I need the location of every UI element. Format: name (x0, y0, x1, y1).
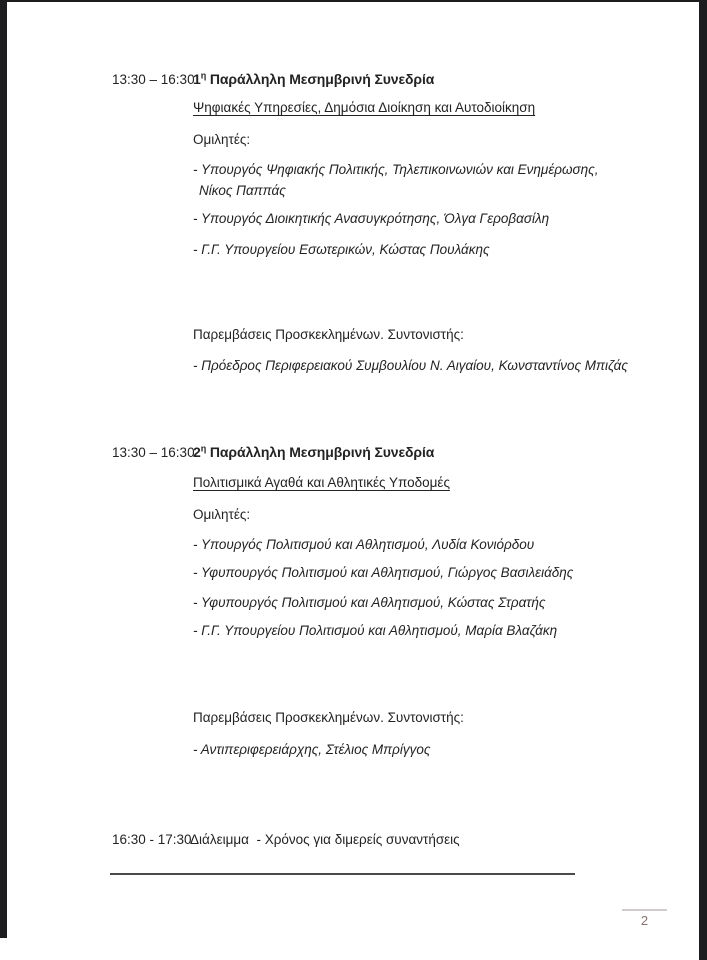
footer-rule (622, 909, 667, 911)
session-1-topic: Ψηφιακές Υπηρεσίες, Δημόσια Διοίκηση και Αυτοδιοίκηση (193, 100, 536, 115)
session-2-interventions-label: Παρεμβάσεις Προσκεκλημένων. Συντονιστής: (193, 710, 464, 725)
session-2-title-number: 2 (193, 444, 201, 460)
session-2-speakers-label: Ομιλητές: (193, 507, 251, 522)
session-2-title-text: Παράλληλη Μεσημβρινή Συνεδρία (209, 444, 435, 460)
scan-edge-top (0, 0, 707, 2)
break-label: Διάλειμμα - Χρόνος για διμερείς συναντήσεις (190, 832, 460, 847)
break-time: 16:30 - 17:30 (112, 832, 192, 847)
session-2-time: 13:30 – 16:30 (112, 445, 195, 460)
page-number: 2 (640, 913, 649, 928)
speaker-line: - Υφυπουργός Πολιτισμού και Αθλητισμού, Γιώργος Βασιλειάδης (193, 565, 574, 580)
scan-edge-right (699, 0, 707, 960)
session-2-topic: Πολιτισμικά Αγαθά και Αθλητικές Υποδομές (193, 475, 450, 490)
speaker-line: - Γ.Γ. Υπουργείου Εσωτερικών, Κώστας Πουλάκης (193, 242, 490, 257)
scan-edge-left (0, 0, 7, 938)
session-1-title-text: Παράλληλη Μεσημβρινή Συνεδρία (209, 71, 435, 87)
session-2-title (193, 444, 434, 461)
session-2-moderator: - Αντιπεριφερειάρχης, Στέλιος Μπρίγγος (193, 742, 431, 757)
speaker-line-continuation: Νίκος Παππάς (199, 183, 286, 198)
session-1-title (193, 71, 434, 88)
speaker-line: - Υπουργός Ψηφιακής Πολιτικής, Τηλεπικοινωνιών και Ενημέρωσης, (193, 162, 599, 177)
speaker-line: - Υφυπουργός Πολιτισμού και Αθλητισμού, Κώστας Στρατής (193, 595, 546, 610)
session-1-time: 13:30 – 16:30 (112, 72, 195, 87)
session-1-moderator: - Πρόεδρος Περιφερειακού Συμβουλίου Ν. Αιγαίου, Κωνσταντίνος Μπιζάς (193, 358, 628, 373)
session-1-title-number: 1 (193, 71, 201, 87)
speaker-line: - Γ.Γ. Υπουργείου Πολιτισμού και Αθλητισμού, Μαρία Βλαζάκη (193, 623, 558, 638)
session-1-speakers-label: Ομιλητές: (193, 132, 251, 147)
speaker-line: - Υπουργός Διοικητικής Ανασυγκρότησης, Όλγα Γεροβασίλη (193, 211, 550, 226)
session-2-title-superscript: η (200, 443, 207, 454)
session-1-title-superscript: η (200, 70, 207, 81)
session-1-interventions-label: Παρεμβάσεις Προσκεκλημένων. Συντονιστής: (193, 327, 464, 342)
speaker-line: - Υπουργός Πολιτισμού και Αθλητισμού, Λυδία Κονιόρδου (193, 537, 535, 552)
section-separator-rule (110, 873, 575, 875)
